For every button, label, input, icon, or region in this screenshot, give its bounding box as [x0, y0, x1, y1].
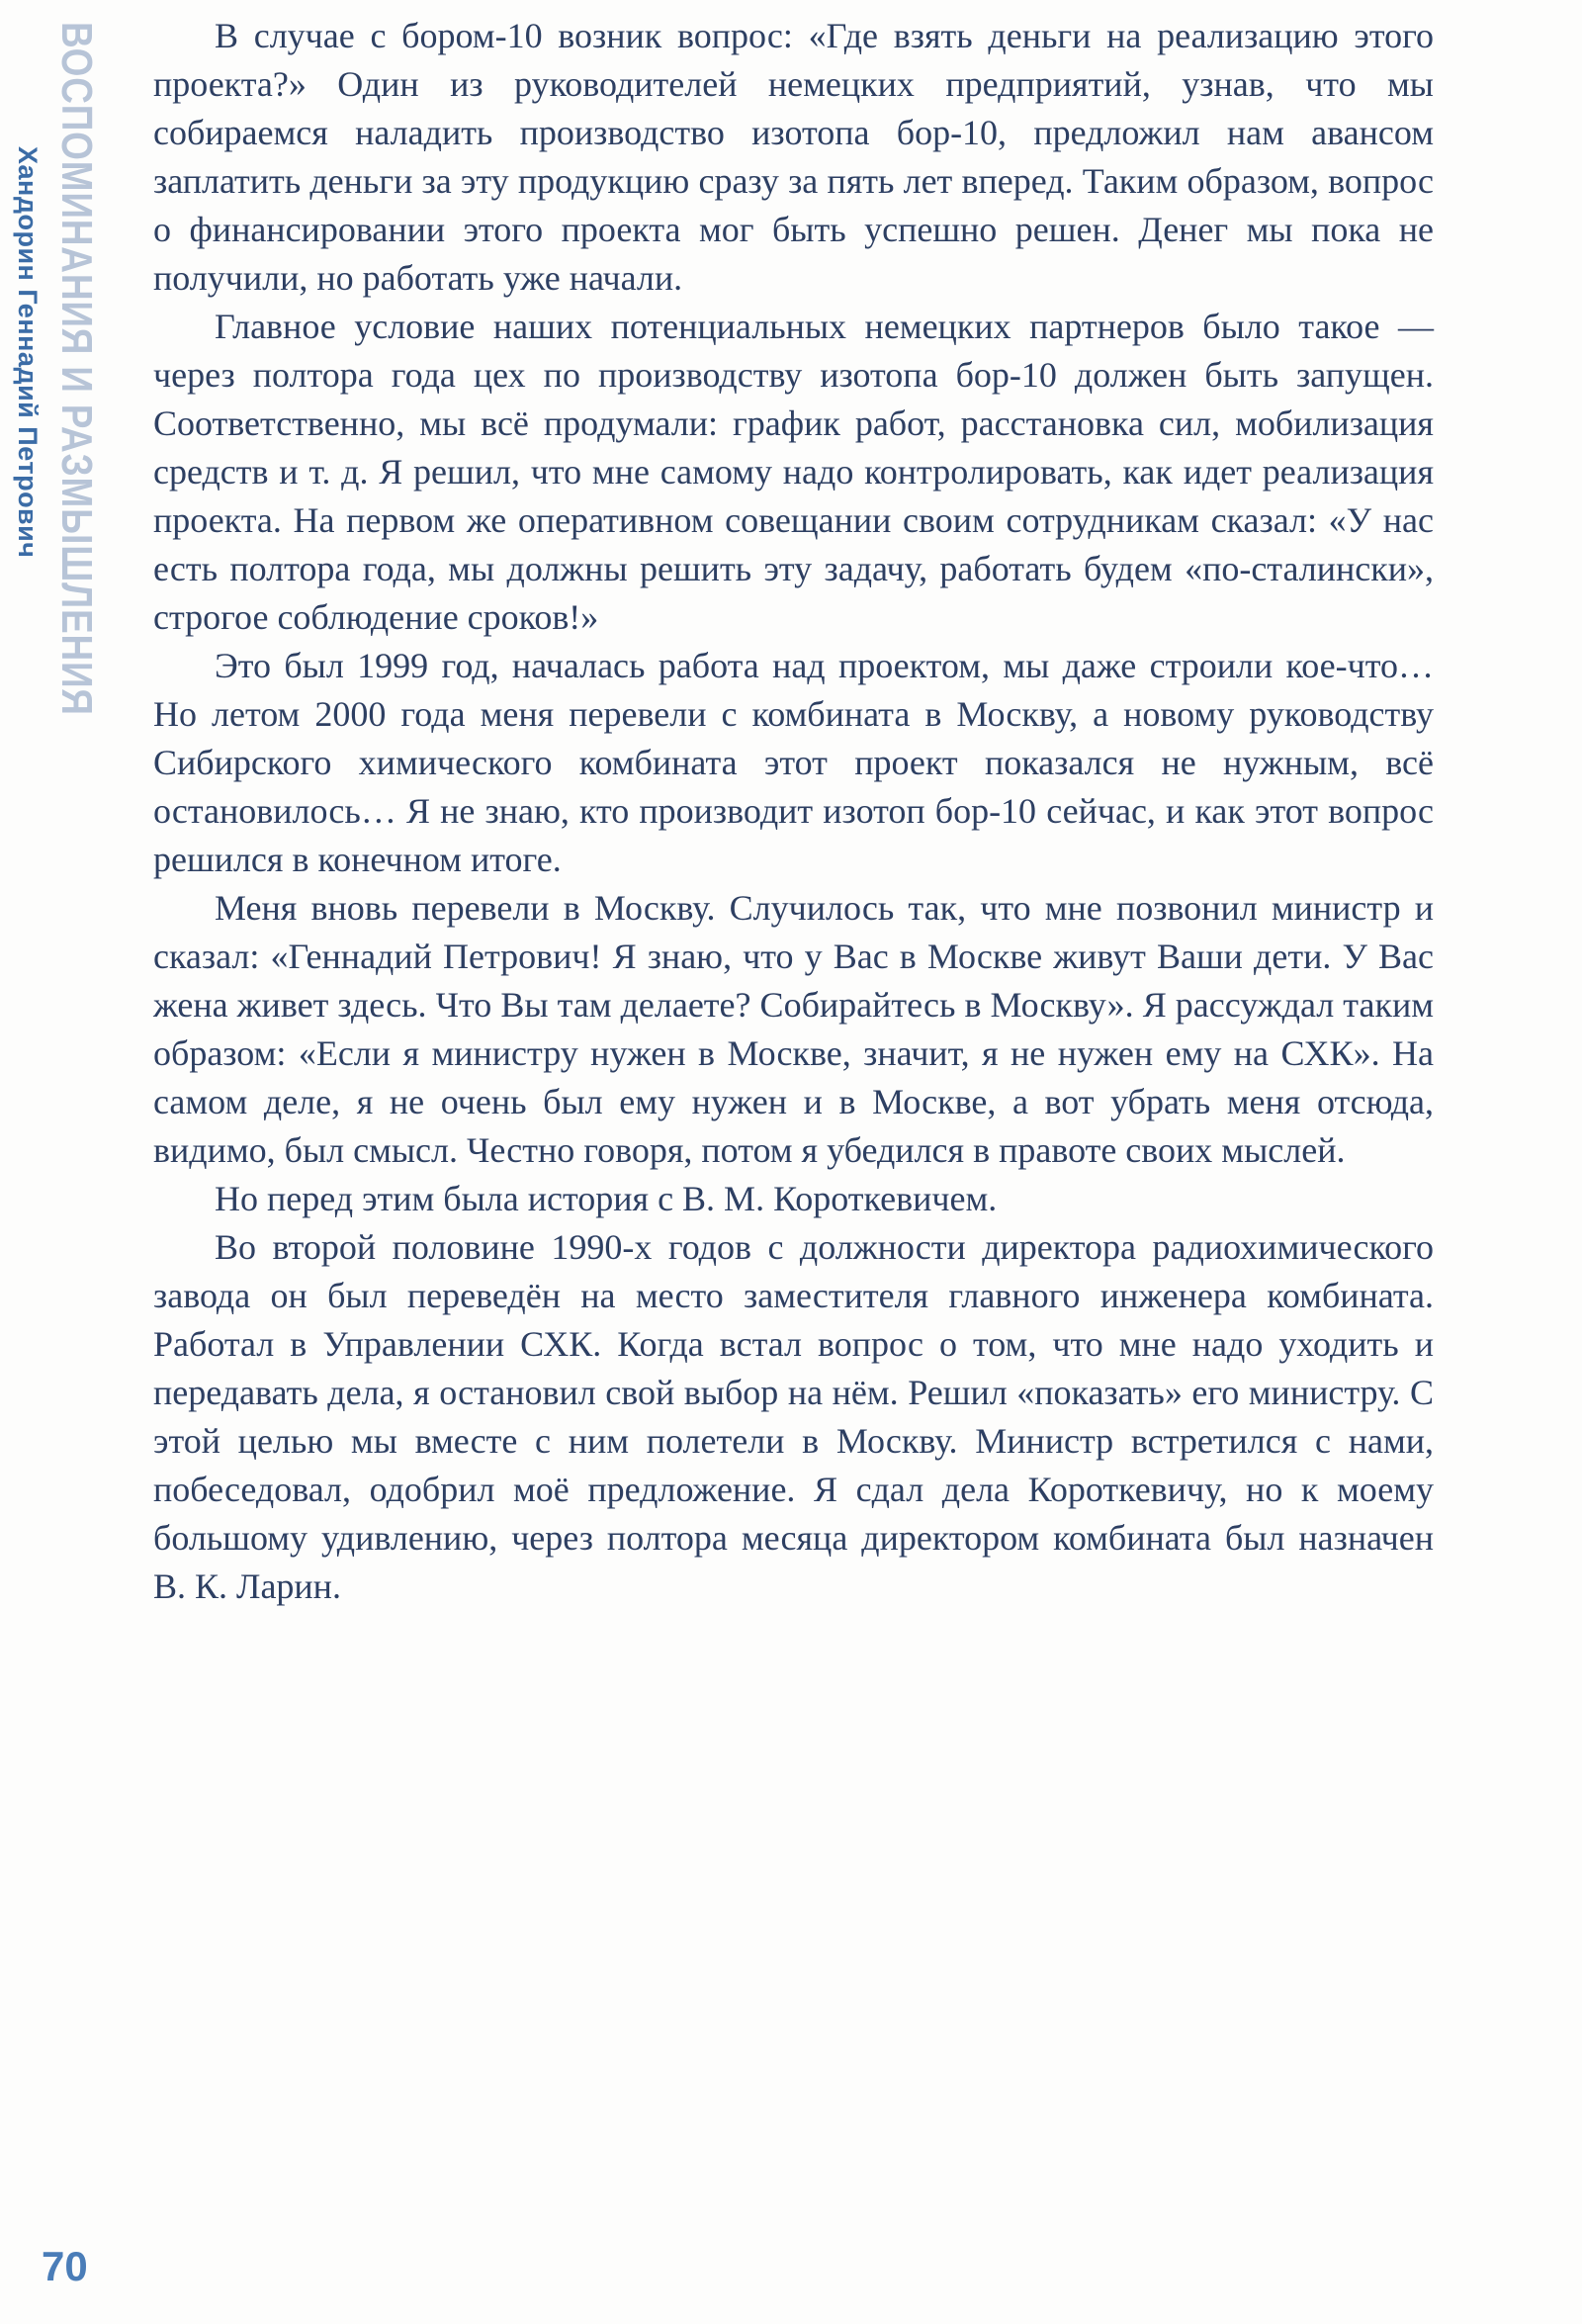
series-title-vertical: ВОСПОМИНАНИЯ И РАЗМЫШЛЕНИЯ [52, 22, 101, 716]
paragraph: Это был 1999 год, началась работа над проектом, мы даже строили кое-что… Но летом 2000 года меня перевели с комбината в Москву, а новому руководству Сибирского химического комбината этот проект показался не нужным, всё остановилось… Я не знаю, кто производит изотоп бор-10 сейчас, и как этот вопрос решился в конечном итоге. [153, 646, 1434, 879]
paragraph: Меня вновь перевели в Москву. Случилось так, что мне позвонил министр и сказал: «Геннадий Петрович! Я знаю, что у Вас в Москве живут Ваши дети. У Вас жена живет здесь. Что Вы там делаете? Собирайтесь в Москву». Я рассуждал таким образом: «Если я министру нужен в Москве, значит, я не нужен ему на СХК». На самом деле, я не очень был ему нужен и в Москве, а вот убрать меня отсюда, видимо, был смысл. Честно говоря, потом я убедился в правоте своих мыслей. [153, 888, 1434, 1170]
paragraph: Но перед этим была история с В. М. Короткевичем. [215, 1179, 998, 1218]
paragraph: Главное условие наших потенциальных немецких партнеров было такое — через полтора года цех по производству изотопа бор-10 должен быть запущен. Соответственно, мы всё продумали: график работ, расстановка сил, мобилизация средств и т. д. Я решил, что мне самому надо контролировать, как идет реализация проекта. На первом же оперативном совещании своим сотрудникам сказал: «У нас есть полтора года, мы должны решить эту задачу, работать будем «по-сталински», строгое соблюдение сроков!» [153, 307, 1434, 637]
author-name-vertical: Хандорин Геннадий Петрович [13, 146, 43, 559]
body-text [153, 12, 1434, 1611]
page-number: 70 [42, 2243, 88, 2289]
paragraph: Во второй половине 1990-х годов с должности директора радиохимического завода он был переведён на место заместителя главного инженера комбината. Работал в Управлении СХК. Когда встал вопрос о том, что мне надо уходить и передавать дела, я остановил свой выбор на нём. Решил «показать» его министру. С этой целью мы вместе с ним полетели в Москву. Министр встретился с нами, побеседовал, одобрил моё предложение. Я сдал дела Короткевичу, но к моему большому удивлению, через полтора месяца директором комбината был назначен В. К. Ларин. [153, 1227, 1434, 1606]
paragraph: В случае с бором-10 возник вопрос: «Где взять деньги на реализацию этого проекта?» Один из руководителей немецких предприятий, узнав, что мы собираемся наладить производство изотопа бор-10, предложил нам авансом заплатить деньги за эту продукцию сразу за пять лет вперед. Таким образом, вопрос о финансировании этого проекта мог быть успешно решен. Денег мы пока не получили, но работать уже начали. [153, 16, 1434, 298]
